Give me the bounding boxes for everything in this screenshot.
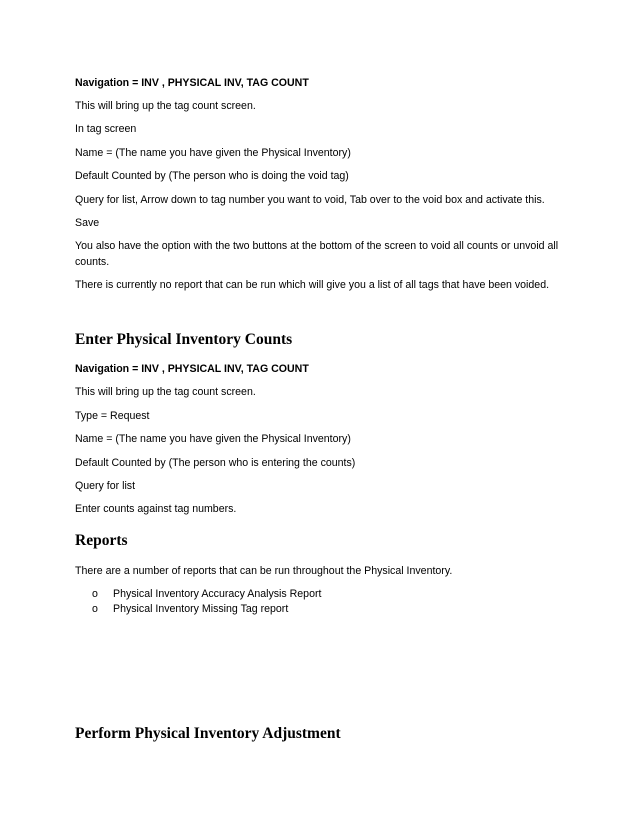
enter-text-line: Type = Request bbox=[75, 410, 150, 422]
void-text-line: Name = (The name you have given the Physical Inventory) bbox=[75, 147, 351, 159]
enter-text-line: Query for list bbox=[75, 480, 136, 492]
void-text-line: This will bring up the tag count screen. bbox=[75, 100, 256, 112]
void-text-line: Query for list, Arrow down to tag number you want to void, Tab over to the void box and activate this. bbox=[75, 194, 545, 206]
bullet-marker: o bbox=[92, 603, 98, 615]
adjustment-heading: Perform Physical Inventory Adjustment bbox=[75, 725, 341, 742]
enter-text-line: Name = (The name you have given the Physical Inventory) bbox=[75, 433, 351, 445]
void-text-line: Default Counted by (The person who is doing the void tag) bbox=[75, 170, 349, 182]
void-navigation-line: Navigation = INV , PHYSICAL INV, TAG COUNT bbox=[75, 77, 309, 89]
void-text-line: Save bbox=[75, 217, 100, 229]
enter-text-line: Default Counted by (The person who is entering the counts) bbox=[75, 457, 356, 469]
bullet-marker: o bbox=[92, 588, 98, 600]
enter-text-line: This will bring up the tag count screen. bbox=[75, 386, 256, 398]
reports-intro: There are a number of reports that can be run throughout the Physical Inventory. bbox=[75, 565, 453, 577]
void-text-paragraph: You also have the option with the two buttons at the bottom of the screen to void all counts or unvoid all counts. bbox=[75, 240, 559, 268]
enter-counts-heading: Enter Physical Inventory Counts bbox=[75, 331, 293, 348]
enter-navigation-line: Navigation = INV , PHYSICAL INV, TAG COUNT bbox=[75, 363, 309, 375]
enter-text-line: Enter counts against tag numbers. bbox=[75, 503, 237, 515]
report-item-label: Physical Inventory Accuracy Analysis Report bbox=[113, 588, 322, 600]
reports-heading: Reports bbox=[75, 532, 128, 549]
void-text-line: There is currently no report that can be run which will give you a list of all tags that have been voided. bbox=[75, 279, 550, 291]
report-item-label: Physical Inventory Missing Tag report bbox=[113, 603, 289, 615]
void-text-line: In tag screen bbox=[75, 123, 137, 135]
